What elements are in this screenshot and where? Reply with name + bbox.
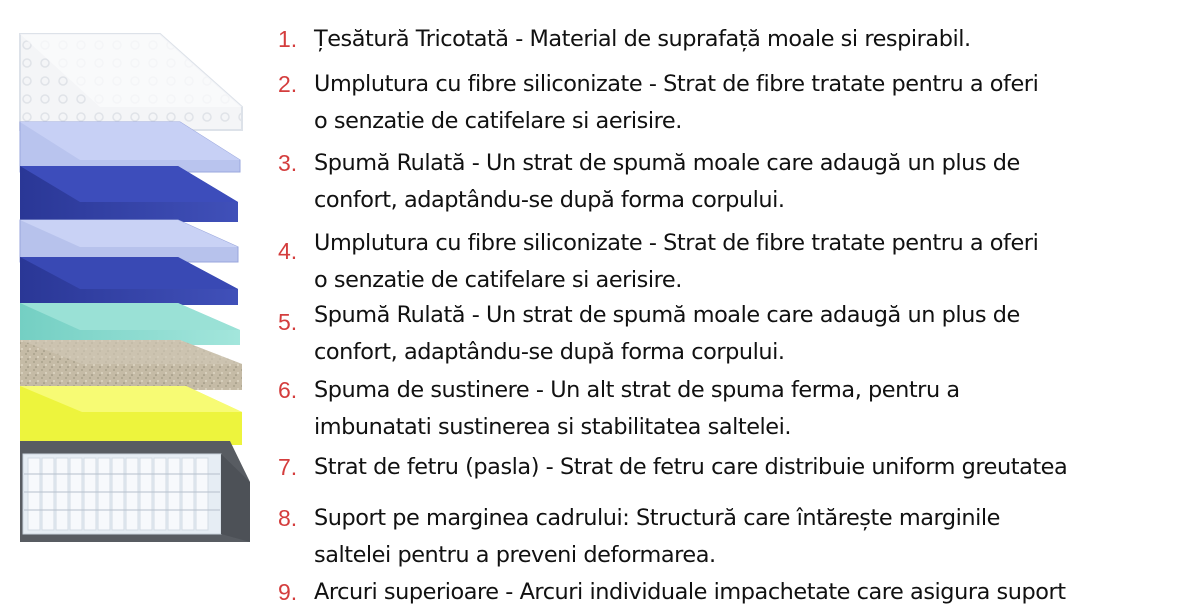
legend-text-4-line-2: o senzatie de catifelare si aerisire.: [314, 267, 682, 293]
legend-item-3: [278, 145, 1020, 219]
legend-item-4: [278, 225, 1038, 299]
legend-number-1: 1.: [278, 26, 298, 52]
legend-item-2: [278, 66, 1038, 140]
legend-text-1: [314, 21, 971, 58]
legend-text-5: [314, 297, 1020, 371]
legend-text-3-line-2: confort, adaptându-se după forma corpului.: [314, 187, 785, 213]
legend-text-6-line-2: imbunatati sustinerea si stabilitatea saltelei.: [314, 414, 792, 440]
legend-text-8-line-2: saltelei pentru a preveni deformarea.: [314, 542, 716, 568]
legend-item-5: [278, 297, 1020, 371]
legend-text-8-line-1: Suport pe marginea cadrului: Structură care întărește marginile: [314, 505, 1000, 531]
legend-text-9: [314, 574, 1066, 611]
legend-text-3: [314, 145, 1020, 219]
legend-text-6-line-1: Spuma de sustinere - Un alt strat de spuma ferma, pentru a: [314, 377, 960, 403]
legend-text-9-line-1: Arcuri superioare - Arcuri individuale impachetate care asigura suport: [314, 579, 1066, 605]
legend-number-5: 5.: [278, 309, 298, 335]
legend-item-9: [278, 574, 1066, 611]
legend-number-4: 4.: [278, 238, 298, 264]
legend-number-6: 6.: [278, 377, 298, 403]
legend-item-7: [278, 449, 1067, 486]
legend-number-9: 9.: [278, 579, 298, 605]
legend-number-2: 2.: [278, 71, 298, 97]
legend-number-8: 8.: [278, 505, 298, 531]
legend-text-7: [314, 449, 1067, 486]
legend-text-5-line-1: Spumă Rulată - Un strat de spumă moale care adaugă un plus de: [314, 302, 1020, 328]
legend-text-1-line-1: Țesătură Tricotată - Material de suprafață moale si respirabil.: [314, 26, 971, 52]
legend-text-2: [314, 66, 1038, 140]
legend-number-7: 7.: [278, 454, 298, 480]
legend-text-6: [314, 372, 960, 446]
legend-text-4: [314, 225, 1038, 299]
legend-text-5-line-2: confort, adaptându-se după forma corpului.: [314, 339, 785, 365]
legend-text-7-line-1: Strat de fetru (pasla) - Strat de fetru care distribuie uniform greutatea: [314, 454, 1068, 480]
legend-item-1: [278, 21, 971, 58]
legend-item-6: [278, 372, 960, 446]
legend-number-3: 3.: [278, 150, 298, 176]
legend-text-8: [314, 500, 1000, 574]
legend-text-2-line-1: Umplutura cu fibre siliconizate - Strat de fibre tratate pentru a oferi: [314, 71, 1039, 97]
legend-item-8: [278, 500, 1000, 574]
legend-text-4-line-1: Umplutura cu fibre siliconizate - Strat de fibre tratate pentru a oferi: [314, 230, 1039, 256]
legend-text-2-line-2: o senzatie de catifelare si aerisire.: [314, 108, 682, 134]
legend-text-3-line-1: Spumă Rulată - Un strat de spumă moale care adaugă un plus de: [314, 150, 1020, 176]
